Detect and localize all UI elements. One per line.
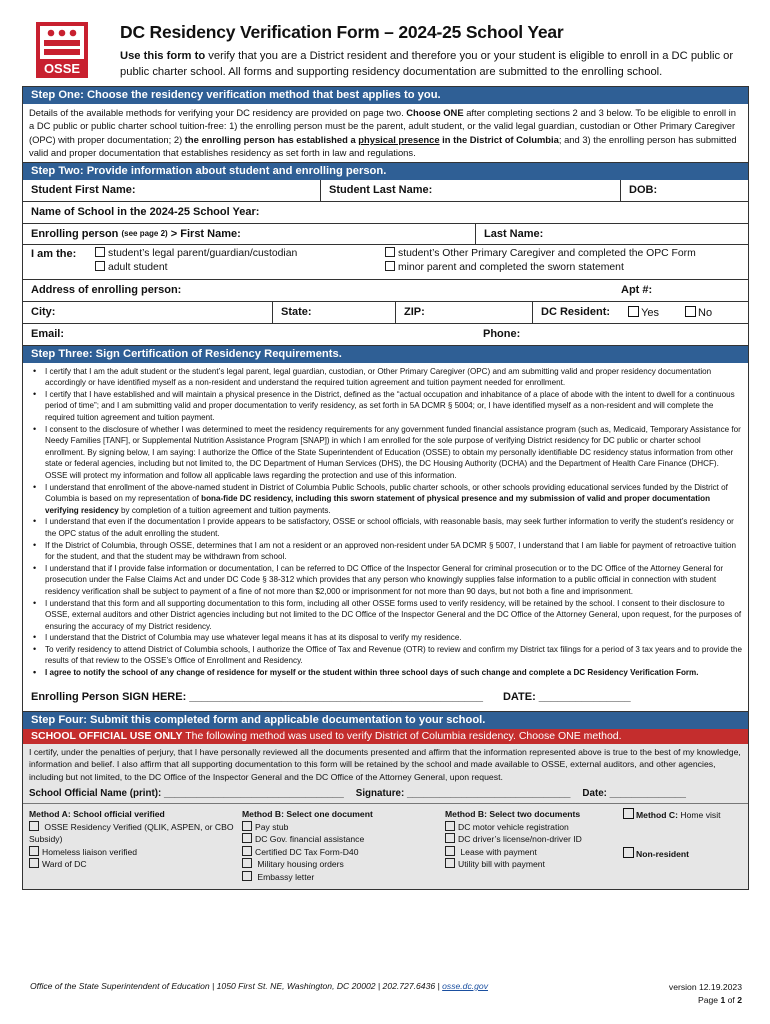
method-b-item-1-label: Pay stub bbox=[255, 821, 289, 832]
relationship-left-options bbox=[95, 245, 385, 276]
step-one-choose-one: Choose ONE bbox=[406, 107, 464, 118]
non-resident-label: Non-resident bbox=[636, 848, 689, 859]
checkbox[interactable] bbox=[385, 261, 395, 271]
enrolling-person-label: Enrolling person bbox=[31, 227, 119, 240]
method-b-item-2-label: DC Gov. financial assistance bbox=[255, 834, 365, 845]
cert-item-8: • I understand that this form and all supporting documentation to this form, including all other OSSE forms used to verify residency, will be retained by the school. I consent to their disclosure to OSSE, external auditors and other District agencies including but not limited to the DC Office of the Inspector General and the DC Office of the Attorney General, upon request, for the purposes of ensuring the accuracy of my District residency. bbox=[45, 598, 742, 633]
checkbox[interactable] bbox=[95, 247, 105, 257]
method-b2-item-4[interactable] bbox=[445, 858, 623, 871]
email-field[interactable] bbox=[23, 324, 475, 345]
footer-address-text: Office of the State Superintendent of Education | 1050 First St. NE, Washington, DC 20002 | 202.727.6436 | bbox=[30, 981, 443, 991]
cert-item-1: • I certify that I am the adult student or the student’s legal parent, legal guardian, custodian, or Other Primary Caregiver (OPC) and am submitting valid and proper residency documentation accordingly or have identified myself as a non-resident and understand the required tuition agreement and tuition payment needed for enrollment. bbox=[45, 366, 742, 389]
checkbox[interactable] bbox=[242, 821, 252, 831]
cert-item-5: • I understand that even if the documentation I provide appears to be satisfactory, OSSE or school officials, with reasonable basis, may seek further information to verify the student’s residency or the OPC status of the adult enrolling the student. bbox=[45, 516, 742, 539]
method-b-two-title: Method B: Select two documents bbox=[445, 809, 581, 820]
dob-label: DOB: bbox=[629, 184, 658, 197]
row-address bbox=[23, 280, 748, 302]
method-b-item-4-label: Military housing orders bbox=[257, 859, 344, 870]
method-b-item-5[interactable] bbox=[242, 871, 445, 884]
zip-field[interactable] bbox=[395, 302, 532, 323]
method-b-item-3-label: Certified DC Tax Form-D40 bbox=[255, 846, 359, 857]
version-text: version 12.19.2023 bbox=[668, 982, 742, 992]
method-non-resident[interactable] bbox=[623, 847, 742, 861]
apt-label: Apt #: bbox=[621, 284, 653, 297]
option-opc[interactable] bbox=[385, 247, 748, 262]
cert-item-4 bbox=[45, 482, 742, 517]
cert-item-6: • If the District of Columbia, through OSSE, determines that I am not a resident or an approved non-resident under 5A DCMR § 5007, I understand that I am liable for payment of retroactive tuition for the student, and that the student may be withdrawn from school. bbox=[45, 540, 742, 563]
step-one-p1: Details of the available methods for verifying your DC residency are provided on page two. bbox=[29, 107, 407, 118]
option-minor-parent[interactable] bbox=[385, 261, 748, 276]
address-label: Address of enrolling person: bbox=[31, 284, 182, 297]
method-b-one bbox=[242, 808, 445, 883]
method-b-item-4[interactable] bbox=[242, 858, 445, 871]
row-enrolling-person bbox=[23, 224, 748, 245]
method-c-home-visit[interactable] bbox=[623, 808, 742, 822]
option-adult-student[interactable] bbox=[95, 261, 385, 276]
step-four-section bbox=[22, 712, 749, 891]
form-page bbox=[22, 18, 749, 890]
zip-label: ZIP: bbox=[404, 306, 425, 319]
row-school-name bbox=[23, 202, 748, 224]
row-email bbox=[23, 324, 748, 345]
dc-resident-field bbox=[532, 302, 748, 323]
method-b-item-2[interactable] bbox=[242, 833, 445, 846]
official-certify-text: I certify, under the penalties of perjury, that I have personally reviewed all the documents presented and affirm that the information represented above is true to the best of my knowledge, information and belief. I also affirm that all supporting documentation to this form will be retained by the school and made available to OSSE, external auditors, and other agencies, including but not limited, to the DC Office of the Inspector General and the DC Office of the Attorney General, upon request. bbox=[29, 746, 741, 782]
cert-item-9: • I understand that the District of Columbia may use whatever legal means it has at its disposal to verify my residence. bbox=[45, 632, 742, 644]
certification-list bbox=[23, 363, 748, 681]
cert-item-4-c: by completion of a tuition agreement and tuition payments. bbox=[118, 505, 331, 515]
signature-row bbox=[23, 681, 748, 711]
checkbox[interactable] bbox=[445, 858, 455, 868]
method-b-one-title: Method B: Select one document bbox=[242, 809, 373, 820]
method-b-two bbox=[445, 808, 623, 883]
checkbox[interactable] bbox=[29, 821, 39, 831]
enrolling-first-name-field[interactable] bbox=[23, 224, 475, 244]
checkbox[interactable] bbox=[242, 858, 252, 868]
intro-text bbox=[120, 49, 750, 80]
method-b-item-3[interactable] bbox=[242, 846, 445, 859]
checkbox[interactable] bbox=[242, 833, 252, 843]
apt-field[interactable] bbox=[613, 280, 748, 301]
method-a-item-2-label: Homeless liaison verified bbox=[42, 846, 138, 857]
checkbox[interactable] bbox=[242, 846, 252, 856]
method-a bbox=[29, 808, 242, 883]
enrolling-date-field[interactable]: DATE: _______________ bbox=[502, 690, 631, 703]
method-c-title: Method C: bbox=[636, 810, 679, 821]
method-b2-item-3[interactable] bbox=[445, 846, 623, 859]
method-a-item-3[interactable] bbox=[29, 858, 242, 871]
dc-resident-yes[interactable] bbox=[628, 306, 659, 319]
step-one-bold: the enrolling person has established a bbox=[184, 133, 359, 145]
no-label: No bbox=[698, 306, 713, 319]
option-legal-parent[interactable] bbox=[95, 247, 385, 262]
checkbox-yes[interactable] bbox=[628, 306, 639, 317]
method-c bbox=[623, 808, 742, 883]
method-a-item-1-label: OSSE Residency Verified (QLIK, ASPEN, or CBO Subsidy) bbox=[29, 821, 234, 845]
method-b2-item-2-label: DC driver’s license/non-driver ID bbox=[458, 834, 582, 845]
option-adult-student-label: adult student bbox=[108, 262, 168, 274]
step-one-heading: Step One: Choose the residency verification method that best applies to you. bbox=[23, 87, 748, 104]
school-name-field[interactable] bbox=[23, 202, 748, 223]
enrolling-signature-field[interactable]: Enrolling Person SIGN HERE: ________________________________________________ bbox=[31, 690, 483, 703]
step-three-heading: Step Three: Sign Certification of Residency Requirements. bbox=[23, 346, 748, 363]
footer-address bbox=[30, 981, 488, 991]
method-b-item-1[interactable] bbox=[242, 821, 445, 834]
enrolling-first-name-label: > First Name: bbox=[170, 227, 241, 240]
step-two-heading: Step Two: Provide information about student and enrolling person. bbox=[23, 163, 748, 180]
cert-item-4-a: I understand that enrollment of the above-named student in District of Columbia Public Schools, public charter schools, or other schools providing educational services funded by the District of Columbia is based on my representation of bbox=[45, 482, 728, 504]
cert-item-3: • I consent to the disclosure of whether I was determined to meet the residency requirements for any government funded financial assistance program (such as, Medicaid, Temporary Assistance for Needy Families [TANF], or Supplemental Nutrition Assistance Program [SNAP]) in which I am enrolled for the sole purpose of verifying District residency for DC public or charter school enrollment. By signing below, I am saying: I authorize the Office of the State Superintendent of Education (OSSE) to obtain my personally identifiable DC residency status information from other state or federal agencies, including but not limited to, the DC Department of Human Services (DHS), the DC Housing Authority (DCHA) and the Department of Health Care Finance (DHCF). OSSE will protect my information and follow all applicable laws regarding the protection and use of this information. bbox=[45, 424, 742, 482]
option-opc-label: student’s Other Primary Caregiver and completed the OPC Form bbox=[398, 247, 696, 259]
checkbox[interactable] bbox=[623, 808, 634, 819]
logo-text: OSSE bbox=[43, 61, 81, 76]
method-b2-item-3-label: Lease with payment bbox=[460, 846, 537, 857]
student-first-name-field[interactable] bbox=[23, 180, 320, 201]
step-one-text bbox=[23, 104, 748, 162]
page-total: 2 bbox=[737, 995, 742, 1005]
official-signature-row bbox=[23, 786, 748, 804]
step-one-p3: ; and 3) the enrolling person has submitted valid and proper documentation that establishes residency as set forth in law and regulations. bbox=[29, 133, 737, 159]
school-official-banner bbox=[23, 729, 748, 744]
student-last-label: Student Last Name: bbox=[329, 184, 433, 197]
option-minor-parent-label: minor parent and completed the sworn statement bbox=[398, 262, 624, 274]
checkbox[interactable] bbox=[29, 846, 39, 856]
student-last-name-field[interactable] bbox=[320, 180, 620, 201]
step-four-heading: Step Four: Submit this completed form and applicable documentation to your school. bbox=[23, 712, 748, 729]
cert-item-7: • I understand that if I provide false information or documentation, I can be referred to DC Office of the Inspector General for criminal prosecution or to the DC Office of the Attorney General for prosecution under the False Claims Act and under DC Code § 38-312 which provides that any person who knowingly supplies false information to a public official in connection with student residency verification shall be subject to payment of a fine of not more than $2,000 or imprisonment for not more than 90 days, but not both a fine and imprisonment. bbox=[45, 563, 742, 598]
cert-item-4-bold: bona-fide DC residency, including this sworn statement of physical presence and my submission of valid and proper documentation verifying residency bbox=[45, 494, 711, 515]
i-am-label: I am the: bbox=[31, 247, 77, 260]
checkbox[interactable] bbox=[385, 247, 395, 257]
method-b-item-5-label: Embassy letter bbox=[257, 871, 315, 882]
step-three-section bbox=[22, 346, 749, 712]
step-two-section bbox=[22, 163, 749, 346]
see-page-note: (see page 2) bbox=[121, 229, 168, 239]
enrolling-last-name-field[interactable] bbox=[475, 224, 748, 244]
methods-grid bbox=[23, 804, 748, 889]
checkbox[interactable] bbox=[242, 871, 252, 881]
dc-resident-no[interactable] bbox=[685, 306, 712, 319]
method-b2-item-2[interactable] bbox=[445, 833, 623, 846]
page-number bbox=[669, 994, 742, 1007]
official-name-field[interactable]: School Official Name (print): _________________________________ bbox=[29, 788, 344, 800]
row-student-name bbox=[23, 180, 748, 202]
state-field[interactable] bbox=[272, 302, 395, 323]
row-relationship bbox=[23, 245, 748, 280]
official-use-only: SCHOOL OFFICIAL USE ONLY bbox=[31, 729, 183, 742]
method-c-home-visit-label: Home visit bbox=[678, 810, 721, 821]
page-label: Page bbox=[698, 995, 721, 1005]
option-legal-parent-label: student’s legal parent/guardian/custodian bbox=[108, 247, 298, 259]
checkbox[interactable] bbox=[95, 261, 105, 271]
city-label: City: bbox=[31, 306, 56, 319]
method-a-title: Method A: School official verified bbox=[29, 809, 165, 820]
page-title: DC Residency Verification Form – 2024-25 School Year bbox=[120, 22, 564, 42]
method-a-item-1[interactable] bbox=[29, 821, 242, 846]
checkbox[interactable] bbox=[29, 858, 39, 868]
row-city bbox=[23, 302, 748, 324]
intro-bold: Use this form to bbox=[120, 50, 206, 62]
osse-website-link[interactable]: osse.dc.gov bbox=[442, 981, 489, 991]
step-one-section bbox=[22, 86, 749, 163]
student-first-label: Student First Name: bbox=[31, 184, 136, 197]
checkbox[interactable] bbox=[445, 833, 455, 843]
official-date-field[interactable]: Date: ______________ bbox=[582, 788, 686, 800]
phone-field[interactable] bbox=[475, 324, 748, 345]
checkbox[interactable] bbox=[623, 847, 634, 858]
page-of: of bbox=[725, 995, 738, 1005]
enrolling-last-name-label: Last Name: bbox=[484, 227, 544, 240]
school-name-label: Name of School in the 2024-25 School Year: bbox=[31, 206, 260, 219]
cert-item-2: • I certify that I have established and will maintain a physical presence in the District, defined as the “actual occupation and inhabitance of a place of abode with the intent to dwell for a continuous period of time”; and I am submitting valid and proper documentation to verify residency, as set forth in 5A DCMR § 5004; or, I have identified myself as a non-resident and will complete the required tuition agreement and tuition payment. bbox=[45, 389, 742, 424]
method-b2-item-1-label: DC motor vehicle registration bbox=[458, 821, 569, 832]
checkbox[interactable] bbox=[445, 821, 455, 831]
city-field[interactable] bbox=[23, 302, 272, 323]
email-label: Email: bbox=[31, 328, 65, 341]
page-current: 1 bbox=[720, 995, 726, 1005]
method-b2-item-1[interactable] bbox=[445, 821, 623, 834]
dc-resident-label: DC Resident: bbox=[541, 306, 611, 319]
method-b2-item-4-label: Utility bill with payment bbox=[458, 859, 545, 870]
intro-rest: verify that you are a District resident and therefore you or your student is eligible to enroll in a DC public or public charter school. All forms and supporting residency documentation are submitted to the enrolling school. bbox=[120, 50, 734, 78]
checkbox[interactable] bbox=[445, 846, 455, 856]
relationship-right-options bbox=[385, 245, 748, 276]
state-label: State: bbox=[281, 306, 312, 319]
address-field[interactable] bbox=[23, 280, 613, 301]
phone-label: Phone: bbox=[483, 328, 521, 341]
method-a-item-3-label: Ward of DC bbox=[42, 859, 87, 870]
checkbox-no[interactable] bbox=[685, 306, 696, 317]
cert-item-10: • To verify residency to attend District of Columbia schools, I authorize the Office of Tax and Revenue (OTR) to review and confirm my District tax filings for a period of 3 tax years and to provide the results of that review to the OSSE’s Office of Enrollment and Residency. bbox=[45, 644, 742, 667]
cert-item-11: • I agree to notify the school of any change of residence for myself or the student within three school days of such change and complete a DC Residency Verification Form. bbox=[45, 667, 742, 679]
step-one-bold2: in the District of Columbia bbox=[439, 133, 559, 145]
official-use-rest: The following method was used to verify District of Columbia residency. Choose ONE method. bbox=[182, 729, 622, 742]
dob-field[interactable] bbox=[620, 180, 748, 201]
step-one-p2: after completing sections 2 and 3 below. To be eligible to enroll in a DC public or public charter school tuition-free: 1) the enrolling person must be the parent, adult student, or the valid legal guardian, custodian or Other Primary Caregiver (OPC) with proper documentation; 2) bbox=[29, 107, 736, 145]
official-signature-field[interactable]: Signature: ______________________________ bbox=[355, 788, 571, 800]
method-a-item-2[interactable] bbox=[29, 846, 242, 859]
yes-label: Yes bbox=[641, 306, 660, 319]
version-info bbox=[669, 981, 742, 1007]
step-one-physical-presence: physical presence bbox=[358, 133, 440, 145]
header bbox=[22, 18, 749, 84]
osse-logo bbox=[36, 22, 88, 78]
